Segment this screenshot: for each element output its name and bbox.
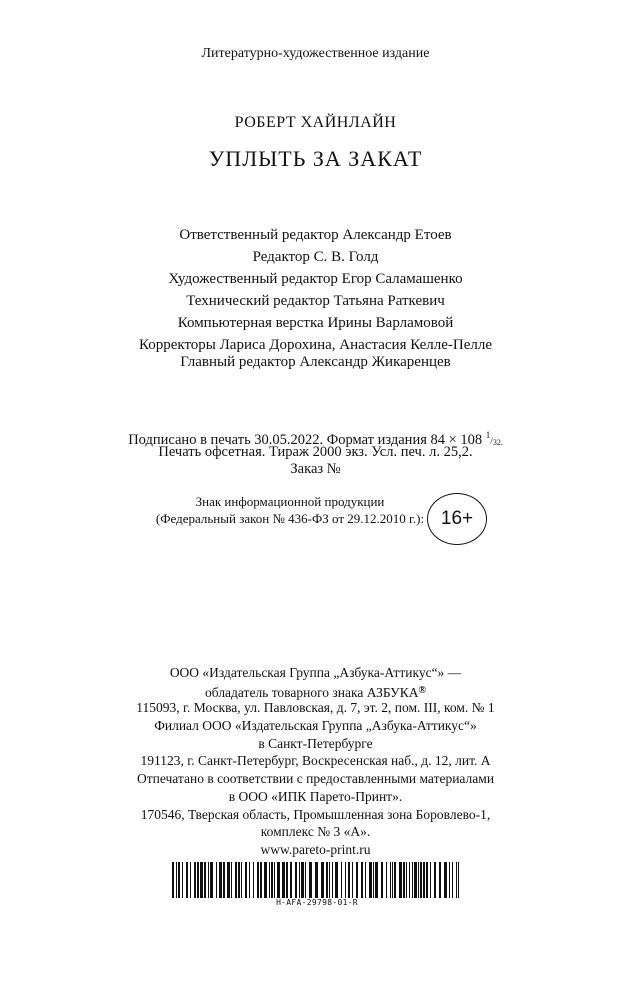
barcode-bar	[399, 862, 402, 898]
publisher-line: Филиал ООО «Издательская Группа „Азбука-Аттикус“»	[154, 718, 477, 734]
barcode-bar	[186, 862, 188, 898]
barcode-bar	[361, 862, 363, 898]
barcode-bar	[223, 862, 225, 898]
barcode-bar	[420, 862, 422, 898]
barcode-bar	[194, 862, 196, 898]
barcode-bar	[329, 862, 330, 898]
barcode-bar	[245, 862, 247, 898]
barcode-bar	[373, 862, 374, 898]
barcode-bar	[309, 862, 312, 898]
book-title: УПЛЫТЬ ЗА ЗАКАТ	[208, 146, 423, 171]
staff-line: Технический редактор Татьяна Раткевич	[186, 293, 445, 309]
barcode-bar	[390, 862, 391, 898]
barcode-bar	[200, 862, 203, 898]
staff-line: Редактор С. В. Голд	[252, 249, 379, 265]
barcode-bar	[356, 862, 358, 898]
genre-label: Литературно-художественное издание	[201, 46, 430, 61]
barcode-bar	[305, 862, 306, 898]
barcode-bar	[414, 862, 417, 898]
publisher-line: Отпечатано в соответствии с предоставленными материалами	[136, 771, 495, 787]
age-rating-note: Знак информационной продукции (Федеральный закон № 436-ФЗ от 29.12.2010 г.):	[155, 494, 425, 526]
barcode-bar	[274, 862, 275, 898]
barcode-bar	[176, 862, 177, 898]
barcode-bar	[444, 862, 447, 898]
barcode-bar	[394, 862, 396, 898]
barcode-bar	[409, 862, 410, 898]
barcode-bar	[216, 862, 217, 898]
staff-line: Компьютерная верстка Ирины Варламовой	[177, 315, 454, 331]
publisher-line: комплекс № 3 «А».	[260, 824, 371, 840]
barcode-bar	[301, 862, 304, 898]
barcode-bar	[332, 862, 333, 898]
barcode-bar	[426, 862, 428, 898]
publisher-line: 170546, Тверская область, Промышленная зона Боровлево-1,	[140, 806, 491, 822]
publisher-line: в ООО «ИПК Парето-Принт».	[228, 788, 403, 804]
barcode-bar	[345, 862, 346, 898]
barcode-bar	[352, 862, 353, 898]
barcode-bar	[227, 862, 230, 898]
barcode-bar	[241, 862, 242, 898]
barcode-bar	[182, 862, 183, 898]
barcode-bar	[238, 862, 240, 898]
publisher-line: обладатель товарного знака АЗБУКА®	[205, 684, 426, 700]
barcode-bar	[430, 862, 431, 898]
barcode-bar	[449, 862, 450, 898]
format-fraction: $^1/_{32.}$	[485, 430, 503, 447]
barcode-bar	[456, 862, 457, 898]
barcode-bar	[375, 862, 378, 898]
barcode-bar	[386, 862, 387, 898]
barcode-bar	[269, 862, 270, 898]
barcode-bar	[295, 862, 297, 898]
publisher-website: www.pareto-print.ru	[260, 841, 371, 857]
barcode-bar	[235, 862, 237, 898]
barcode-bar	[219, 862, 222, 898]
publisher-line: 191123, г. Санкт-Петербург, Воскресенская наб., д. 12, лит. А	[140, 753, 491, 769]
barcode	[172, 862, 462, 898]
barcode-bar	[392, 862, 393, 898]
barcode-bar	[210, 862, 213, 898]
barcode-bar	[299, 862, 300, 898]
registered-mark: ®	[418, 684, 426, 696]
barcode-bar	[434, 862, 436, 898]
barcode-bar	[277, 862, 280, 898]
barcode-caption: H-AFA-29798-01-R	[276, 898, 358, 907]
barcode-bar	[282, 862, 285, 898]
barcode-bar	[253, 862, 254, 898]
barcode-bar	[452, 862, 453, 898]
barcode-bar	[178, 862, 180, 898]
barcode-bar	[260, 862, 262, 898]
staff-line: Корректоры Лариса Дорохина, Анастасия Келле-Пелле	[138, 337, 493, 353]
barcode-bar	[190, 862, 191, 898]
barcode-bar	[231, 862, 232, 898]
barcode-bar	[197, 862, 199, 898]
barcode-bar	[439, 862, 441, 898]
barcode-bar	[286, 862, 288, 898]
barcode-bar	[326, 862, 328, 898]
staff-line: Художественный редактор Егор Саламашенко	[168, 271, 463, 287]
barcode-bar	[423, 862, 425, 898]
barcode-bar	[369, 862, 372, 898]
barcode-bar	[271, 862, 273, 898]
barcode-bar	[403, 862, 405, 898]
barcode-bar	[290, 862, 292, 898]
barcode-bar	[321, 862, 324, 898]
barcode-bar	[458, 862, 459, 898]
barcode-bar	[204, 862, 206, 898]
publisher-line: 115093, г. Москва, ул. Павловская, д. 7, эт. 2, пом. III, ком. № 1	[136, 700, 495, 716]
barcode-bar	[315, 862, 318, 898]
publisher-line: в Санкт-Петербурге	[258, 735, 373, 751]
barcode-bar	[365, 862, 366, 898]
publisher-line: ООО «Издательская Группа „Азбука-Аттикус“» —	[169, 665, 462, 680]
order-number: Заказ №	[290, 461, 341, 477]
publisher-info	[0, 664, 631, 859]
chief-editor: Главный редактор Александр Жикаренцев	[180, 354, 451, 370]
editorial-staff	[0, 224, 631, 356]
author-name: РОБЕРТ ХАЙНЛАЙН	[234, 114, 397, 131]
barcode-bar	[381, 862, 383, 898]
barcode-bar	[406, 862, 407, 898]
printing-info	[0, 427, 631, 478]
barcode-bar	[172, 862, 174, 898]
staff-line: Ответственный редактор Александр Етоев	[179, 227, 452, 243]
barcode-bar	[418, 862, 419, 898]
barcode-bar	[208, 862, 209, 898]
printing-line-2: Печать офсетная. Тираж 2000 экз. Усл. печ. л. 25,2.	[158, 444, 473, 460]
barcode-bar	[335, 862, 338, 898]
printing-line-1: Подписано в печать 30.05.2022. Формат издания 84 × 108 $^1/_{32.}$	[128, 430, 503, 448]
barcode-bar	[249, 862, 250, 898]
barcode-bar	[264, 862, 267, 898]
age-rating-badge: 16+	[427, 493, 487, 545]
barcode-bar	[348, 862, 350, 898]
barcode-bar	[257, 862, 259, 898]
barcode-bar	[341, 862, 342, 898]
barcode-bar	[412, 862, 413, 898]
